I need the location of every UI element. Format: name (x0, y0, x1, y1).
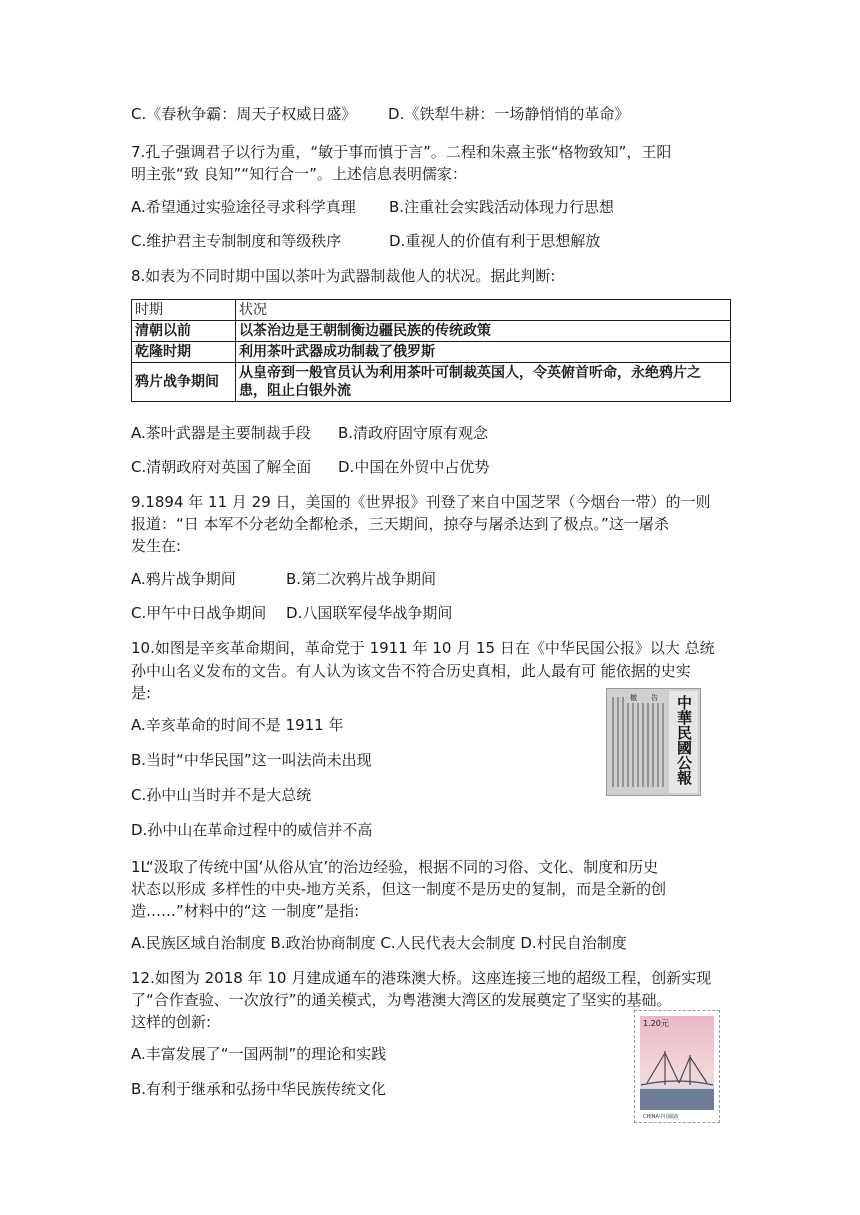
q11-stem-line2: 状态以形成 多样性的中央-地方关系，但这一制度不是历史的复制，而是全新的创 (131, 880, 667, 898)
stamp-footer: CHINA中国邮政 (643, 1114, 679, 1120)
q7-stem-line2: 明主张“致 良知”“知行合一”。上述信息表明儒家： (131, 165, 467, 183)
table-cell-period: 鸦片战争期间 (132, 363, 236, 402)
q8-option-a: A.茶叶武器是主要制裁手段 (131, 424, 311, 442)
newspaper-heading-char: 檄 (630, 694, 637, 702)
newspaper-masthead: 中華民國公報 (675, 695, 693, 785)
q9-option-c: C.甲午中日战争期间 (131, 604, 267, 622)
q9-stem-line1: 9.1894 年 11 月 29 日，美国的《世界报》刊登了来自中国芝罘（今烟台一带）的一则 (131, 493, 711, 511)
newspaper-image (606, 688, 701, 796)
q11-options: A.民族区域自治制度 B.政治协商制度 C.人民代表大会制度 D.村民自治制度 (131, 934, 627, 952)
q8-option-b: B.清政府固守原有观念 (338, 424, 489, 442)
q10-stem-line1: 10.如图是辛亥革命期间，革命党于 1911 年 10 月 15 日在《中华民国公报》以大 总统 (131, 639, 715, 657)
table-row (132, 321, 731, 342)
q8-option-c: C.清朝政府对英国了解全面 (131, 458, 312, 476)
q8-option-d: D.中国在外贸中占优势 (338, 458, 490, 476)
q9-option-b: B.第二次鸦片战争期间 (286, 570, 437, 588)
q6-option-c: C.《春秋争霸：周天子权威日盛》 (131, 105, 357, 123)
table-header-cell: 时期 (132, 300, 236, 321)
q6-option-d: D.《铁犁牛耕：一场静悄悄的革命》 (388, 105, 630, 123)
q10-stem-line2: 孙中山名义发布的文告。有人认为该文告不符合历史真相，此人最有可 能依据的史实 (131, 662, 691, 680)
stamp-value: 1.20元 (643, 1019, 669, 1028)
q7-option-d: D.重视人的价值有利于思想解放 (389, 232, 601, 250)
table-cell-status: 从皇帝到一般官员认为利用茶叶可制裁英国人，令英俯首听命，永绝鸦片之患，阻止白银外流 (236, 363, 731, 402)
q12-option-a: A.丰富发展了“一国两制”的理论和实践 (131, 1045, 387, 1063)
q10-option-c: C.孙中山当时并不是大总统 (131, 786, 312, 804)
q12-stem-line1: 12.如图为 2018 年 10 月建成通车的港珠澳大桥。这座连接三地的超级工程，创新实现 (131, 969, 712, 987)
q11-stem-line3: 造……”材料中的“这 一制度”是指: (131, 902, 360, 920)
q10-option-b: B.当时“中华民国”这一叫法尚未出现 (131, 751, 372, 769)
q9-stem-line3: 发生在: (131, 537, 182, 555)
q12-stem-line3: 这样的创新: (131, 1013, 212, 1031)
q10-option-a: A.辛亥革命的时间不是 1911 年 (131, 716, 344, 734)
q9-option-d: D.八国联军侵华战争期间 (286, 604, 453, 622)
q12-option-b: B.有利于继承和弘扬中华民族传统文化 (131, 1080, 387, 1098)
q10-stem-line3: 是: (131, 684, 152, 702)
q7-stem-line1: 7.孔子强调君子以行为重，“敏于事而慎于言”。二程和朱熹主张“格物致知”，王阳 (131, 143, 672, 161)
table-row (132, 342, 731, 363)
newspaper-heading-char: 告 (651, 694, 658, 702)
table-cell-period: 乾隆时期 (132, 342, 236, 363)
table-row (132, 363, 731, 402)
q8-table (131, 299, 731, 402)
q7-option-c: C.维护君主专制制度和等级秩序 (131, 232, 342, 250)
q9-option-a: A.鸦片战争期间 (131, 570, 236, 588)
q12-stem-line2: 了“合作查验、一次放行”的通关模式，为粤港澳大湾区的发展奠定了坚实的基础。 (131, 991, 672, 1009)
q10-option-d: D.孙中山在革命过程中的威信并不高 (131, 821, 373, 839)
table-cell-status: 以茶治边是王朝制衡边疆民族的传统政策 (236, 321, 731, 342)
q11-stem-line1: 1L“汲取了传统中国‘从俗从宜’的治边经验，根据不同的习俗、文化、制度和历史 (131, 858, 659, 876)
q7-option-b: B.注重社会实践活动体现力行思想 (389, 198, 615, 216)
table-header-cell: 状况 (236, 300, 731, 321)
q8-stem: 8.如表为不同时期中国以茶叶为武器制裁他人的状况。据此判断: (131, 267, 556, 285)
table-cell-status: 利用茶叶武器成功制裁了俄罗斯 (236, 342, 731, 363)
table-header-row (132, 300, 731, 321)
bridge-stamp-image (634, 1010, 720, 1123)
table-cell-period: 清朝以前 (132, 321, 236, 342)
q7-option-a: A.希望通过实验途径寻求科学真理 (131, 198, 356, 216)
q9-stem-line2: 报道：“日 本军不分老幼全都枪杀，三天期间，掠夺与屠杀达到了极点。”这一屠杀 (131, 515, 669, 533)
